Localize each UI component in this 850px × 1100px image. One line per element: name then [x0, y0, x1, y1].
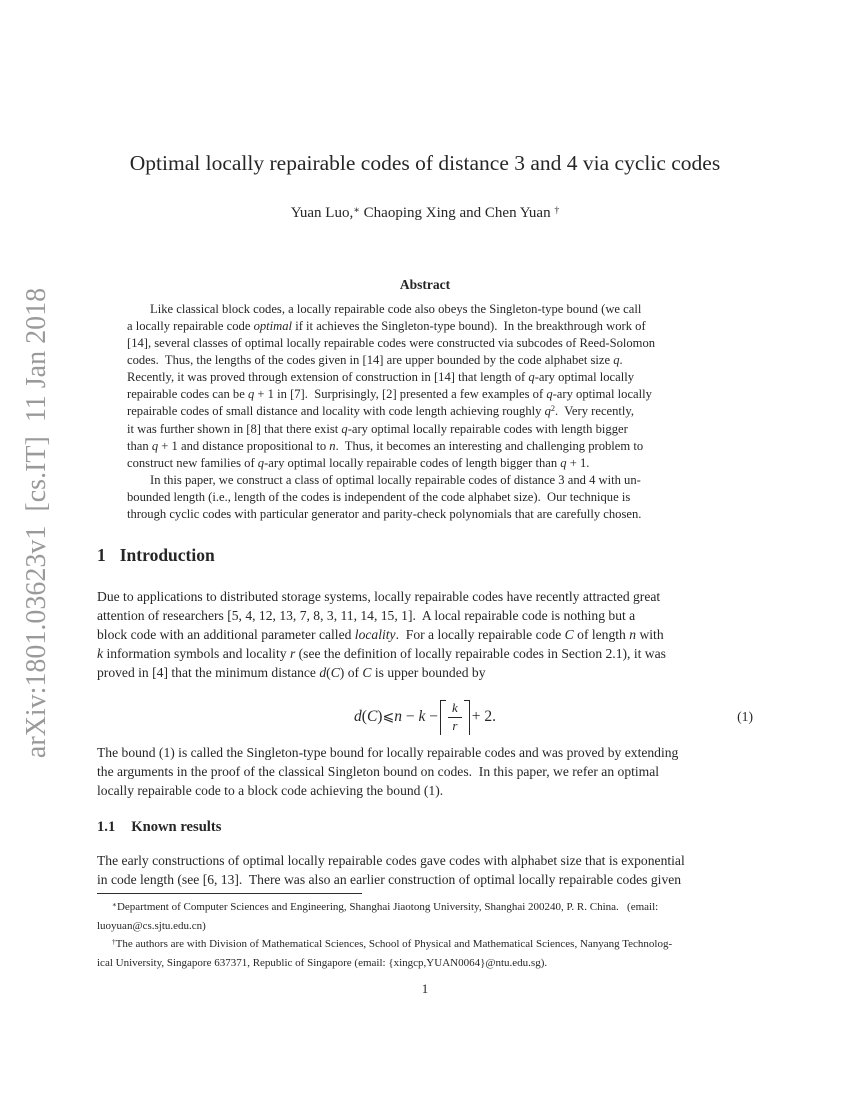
text-segment: -ary optimal locally repairable codes of length bigger than	[264, 456, 561, 470]
superscript-mark: 2	[550, 404, 556, 414]
text-segment: repairable codes can be	[127, 387, 248, 401]
text-segment: Recently, it was proved through extension of construction in [14] that length of	[127, 370, 529, 384]
text-segment: C	[362, 665, 372, 680]
text-segment: information symbols and locality	[103, 646, 290, 661]
text-segment: ) of	[339, 665, 363, 680]
text-segment: k	[418, 708, 426, 725]
arxiv-watermark: arXiv:1801.03623v1 [cs.IT] 11 Jan 2018	[21, 287, 52, 759]
text-line	[127, 506, 717, 523]
text-line	[97, 743, 757, 762]
text-line	[127, 352, 717, 369]
text-segment: (	[326, 665, 331, 680]
abstract-heading: Abstract	[399, 277, 451, 292]
text-line	[97, 935, 759, 954]
text-segment: . Thus, it becomes an interesting and challenging problem to	[335, 439, 644, 453]
text-segment: [14], several classes of optimal locally repairable codes were constructed via subcodes of Reed-Solomon	[127, 336, 656, 350]
equation-lhs	[354, 708, 382, 726]
text-segment: -ary optimal locally repairable codes with length bigger	[347, 422, 628, 436]
text-segment: k	[97, 646, 104, 661]
text-line	[97, 762, 757, 781]
equation-1	[97, 694, 753, 740]
text-line	[97, 625, 757, 644]
text-segment: q	[528, 370, 535, 384]
text-segment: through cyclic codes with particular generator and parity-check polynomials that are carefully chosen.	[127, 507, 642, 521]
text-segment: the arguments in the proof of the classical Singleton bound on codes. In this paper, we refer an optimal	[97, 764, 660, 779]
fraction-k-over-r	[448, 701, 462, 733]
text-segment: . Very recently,	[555, 404, 635, 418]
text-segment: a locally repairable code	[127, 319, 254, 333]
text-line	[127, 335, 717, 352]
right-ceiling-icon	[464, 700, 470, 735]
introduction-paragraph	[97, 587, 757, 682]
text-line	[97, 917, 759, 935]
footnotes	[97, 898, 759, 972]
text-segment: −	[401, 708, 419, 725]
text-segment: block code with an additional parameter called	[97, 627, 355, 642]
text-segment: than	[127, 439, 152, 453]
text-segment: q	[151, 439, 159, 453]
text-line	[127, 438, 717, 455]
text-segment: n	[394, 708, 402, 725]
text-line	[127, 421, 717, 438]
text-segment: n	[629, 627, 637, 642]
text-line	[97, 606, 757, 625]
abstract-body	[127, 301, 717, 523]
text-segment: attention of researchers [5, 4, 12, 13, 7, 8, 3, 11, 14, 15, 1]. A local repairable code is nothing but a	[97, 608, 636, 623]
text-segment: . For a locally repairable code	[395, 627, 565, 642]
text-segment: in code length (see [6, 13]. There was also an earlier construction of optimal locally repairable codes given	[97, 872, 682, 887]
text-line	[127, 472, 717, 489]
text-segment: .	[619, 353, 623, 367]
text-segment: q	[560, 456, 567, 470]
subsection-title: Known results	[131, 819, 222, 835]
fraction-denominator: r	[452, 717, 458, 733]
text-segment: The early constructions of optimal locally repairable codes gave codes with alphabet size that is exponential	[97, 853, 685, 868]
text-line	[127, 455, 717, 472]
text-segment: codes. Thus, the lengths of the codes given in [14] are upper bounded by the code alphabet size	[127, 353, 614, 367]
text-line	[97, 851, 757, 870]
text-segment: Chaoping Xing and Chen Yuan	[359, 205, 555, 221]
author-line	[0, 205, 850, 222]
equation-tail	[472, 708, 496, 726]
text-segment: C	[564, 627, 574, 642]
text-segment: -ary optimal locally	[534, 370, 635, 384]
text-line	[97, 644, 757, 663]
text-segment: n	[329, 439, 336, 453]
text-line	[127, 403, 717, 421]
text-segment: d	[319, 665, 327, 680]
superscript-mark: ∗	[353, 204, 360, 216]
text-segment: In this paper, we construct a class of optimal locally repairable codes of distance 3 and 4 with un-	[150, 473, 641, 487]
text-segment: + 1 in [7]. Surprisingly, [2] presented a few examples of	[254, 387, 547, 401]
footnote-affiliation-1	[97, 898, 759, 935]
text-segment: Like classical block codes, a locally repairable code also obeys the Singleton-type bound (we call	[150, 302, 642, 316]
text-segment: Department of Computer Sciences and Engineering, Shanghai Jiaotong University, Shanghai 200240, P. R. China. (email:	[116, 901, 659, 913]
text-segment: Due to applications to distributed storage systems, locally repairable codes have recently attracted great	[97, 589, 661, 604]
text-line	[97, 663, 757, 682]
text-line	[97, 870, 757, 889]
left-ceiling-icon	[440, 700, 446, 735]
text-segment: C	[366, 708, 378, 725]
text-segment: if it achieves the Singleton-type bound). In the breakthrough work of	[292, 319, 646, 333]
equation-body	[354, 700, 496, 735]
abstract-paragraph	[127, 301, 717, 472]
text-segment: is upper bounded by	[371, 665, 486, 680]
text-line	[127, 369, 717, 386]
text-segment: locally repairable code to a block code achieving the bound (1).	[97, 783, 444, 798]
text-segment: q	[257, 456, 265, 470]
abstract-paragraph	[127, 472, 717, 523]
text-line	[127, 301, 717, 318]
superscript-mark: †	[112, 937, 116, 946]
text-segment: r	[289, 646, 296, 661]
text-line	[127, 386, 717, 403]
text-segment: + 1.	[566, 456, 590, 470]
text-line	[97, 954, 759, 972]
text-segment: q	[247, 387, 255, 401]
paper-title: Optimal locally repairable codes of distance 3 and 4 via cyclic codes	[129, 151, 721, 175]
known-results-paragraph	[97, 851, 757, 889]
fraction-numerator: k	[448, 701, 462, 718]
text-segment: q	[613, 353, 620, 367]
text-segment: repairable codes of small distance and locality with code length achieving roughly	[127, 404, 545, 418]
text-segment: (	[361, 708, 367, 725]
text-segment: q	[341, 422, 348, 436]
text-segment: q	[546, 387, 553, 401]
text-segment: + 1 and distance propositional to	[158, 439, 330, 453]
text-line	[97, 781, 757, 800]
section-title: Introduction	[119, 545, 215, 565]
equation-number: (1)	[737, 709, 753, 724]
ceiling-brackets	[440, 700, 470, 735]
text-segment: of length	[573, 627, 630, 642]
text-segment: C	[330, 665, 340, 680]
text-line	[97, 587, 757, 606]
page-number: 1	[421, 981, 429, 996]
text-segment: d	[354, 708, 362, 725]
text-segment: The authors are with Division of Mathematical Sciences, School of Physical and Mathematical Sciences, Nanyang Technolog-	[115, 938, 673, 950]
text-segment: proved in [4] that the minimum distance	[97, 665, 320, 680]
text-line	[127, 318, 717, 335]
text-segment: bounded length (i.e., length of the codes is independent of the code alphabet size). Our technique is	[127, 490, 631, 504]
text-segment: )	[377, 708, 383, 725]
text-segment: (see the definition of locally repairable codes in Section 2.1), it was	[295, 646, 666, 661]
text-segment: -ary optimal locally	[552, 387, 652, 401]
section-number: 1	[97, 545, 106, 565]
footnote-rule	[97, 893, 362, 894]
text-segment: locality	[354, 627, 396, 642]
text-line	[97, 898, 759, 917]
text-segment: Yuan Luo,	[290, 205, 354, 221]
text-segment: luoyuan@cs.sjtu.edu.cn)	[97, 920, 206, 932]
text-segment: The bound (1) is called the Singleton-type bound for locally repairable codes and was proved by extending	[97, 745, 679, 760]
text-line	[127, 489, 717, 506]
text-segment: optimal	[253, 319, 293, 333]
subsection-number: 1.1	[97, 819, 116, 835]
superscript-mark: †	[554, 204, 560, 216]
text-segment: ical University, Singapore 637371, Republic of Singapore (email: {xingcp,YUAN0064}@ntu.edu.sg).	[97, 957, 548, 969]
text-segment: construct new families of	[127, 456, 258, 470]
text-segment: −	[425, 708, 438, 725]
section-heading-introduction	[97, 545, 215, 566]
subsection-heading-known-results	[97, 819, 221, 836]
text-segment: q	[544, 404, 551, 418]
text-segment: with	[636, 627, 664, 642]
leq-symbol: ⩽	[382, 709, 395, 725]
equation-mid	[394, 708, 438, 726]
footnote-affiliation-2	[97, 935, 759, 972]
text-segment: it was further shown in [8] that there exist	[127, 422, 342, 436]
text-segment: + 2.	[471, 708, 496, 725]
singleton-bound-paragraph	[97, 743, 757, 800]
superscript-mark: ∗	[112, 900, 117, 909]
